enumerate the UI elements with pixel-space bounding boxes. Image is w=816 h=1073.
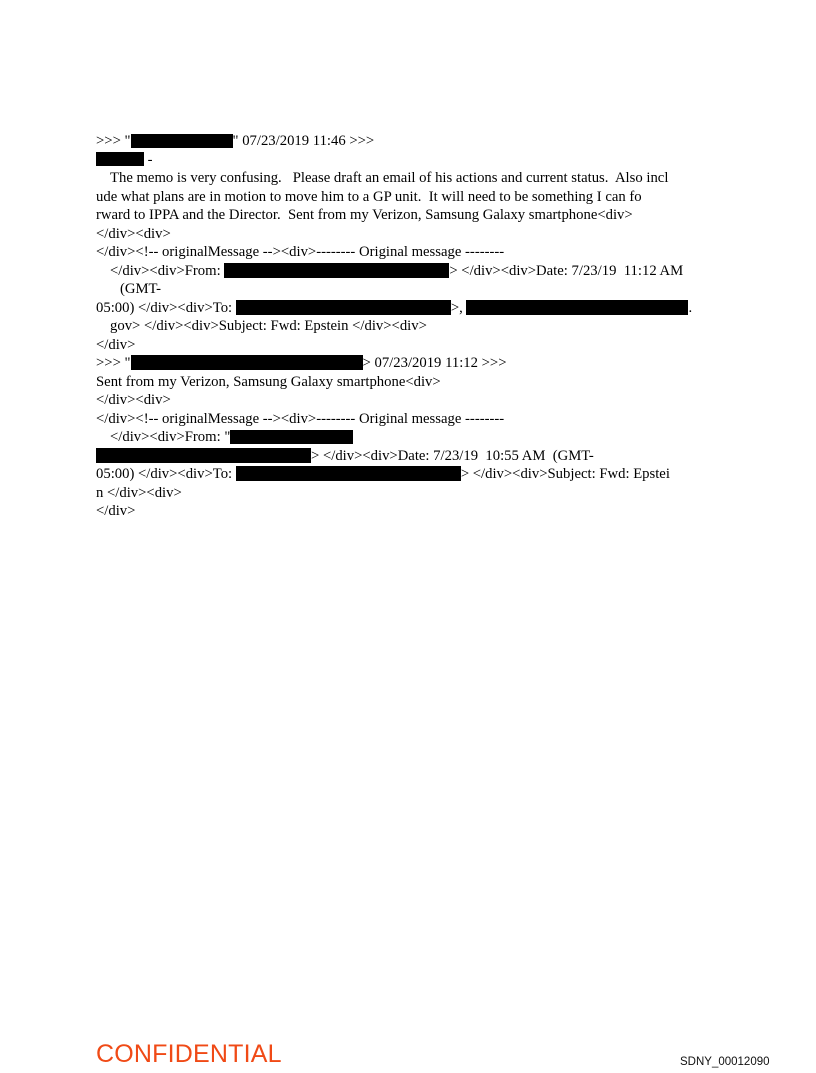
text-run: ude what plans are in motion to move him to a GP unit. It will need to be something I can fo [96,188,642,205]
text-run: </div><!-- originalMessage --><div>-------- Original message -------- [96,410,505,427]
text-run: 05:00) </div><div>To: [96,466,236,482]
text-run: </div><!-- originalMessage --><div>-------- Original message -------- [96,244,505,260]
redaction-bar [131,134,233,148]
document-line [96,151,716,170]
document-line [96,206,716,225]
document-line [96,447,716,466]
redaction-bar [466,300,688,315]
redaction-bar [96,152,144,166]
text-run: >>> " [96,355,131,371]
document-line [96,428,716,447]
text-run: >, [450,299,467,316]
document-line [96,280,716,299]
text-run: > 07/23/2019 11:12 >>> [362,355,507,371]
text-run: The memo is very confusing. Please draft an email of his actions and current status. Also incl [110,170,669,186]
document-line [96,354,716,373]
document-line [96,336,716,355]
redaction-bar [224,263,449,278]
text-run: </div> [96,503,136,519]
redaction-bar [236,300,451,315]
redaction-bar [131,355,363,370]
document-line [96,132,716,151]
text-run: > </div><div>Date: 7/23/19 11:12 AM [449,262,684,279]
text-run: </div><div>From: " [110,429,231,445]
text-run: >>> " [96,133,131,149]
text-run: . [688,299,693,316]
document-line [96,391,716,410]
redaction-bar [236,466,461,481]
text-run: > </div><div>Subject: Fwd: Epstei [460,466,670,482]
document-line [96,317,716,336]
text-run: Sent from my Verizon, Samsung Galaxy smartphone<div> [96,373,441,390]
text-run: " 07/23/2019 11:46 >>> [232,133,375,149]
document-line [96,243,716,262]
text-run: </div><div> [96,392,171,408]
text-run: </div> [96,336,136,353]
document-line [96,484,716,503]
text-run: </div><div> [96,225,171,242]
confidential-stamp: CONFIDENTIAL [96,1040,282,1068]
text-run: rward to IPPA and the Director. Sent from my Verizon, Samsung Galaxy smartphone<div> [96,207,633,223]
text-run: - [144,151,153,168]
document-line [96,502,716,521]
document-line [96,188,716,207]
document-line [96,373,716,392]
text-run: gov> </div><div>Subject: Fwd: Epstein </div><div> [110,318,427,334]
document-line [96,225,716,244]
text-run: > </div><div>Date: 7/23/19 10:55 AM (GMT- [311,447,594,464]
document-text-body [96,132,716,521]
document-line [96,169,716,188]
document-line [96,299,716,318]
document-line [96,410,716,429]
text-run: </div><div>From: [110,262,225,279]
text-run: n </div><div> [96,484,182,501]
redaction-bar [96,448,311,463]
document-line [96,262,716,281]
redaction-bar [230,430,353,444]
text-run: (GMT- [120,281,162,297]
document-line [96,465,716,484]
text-run: 05:00) </div><div>To: [96,299,236,316]
bates-number: SDNY_00012090 [680,1056,770,1068]
